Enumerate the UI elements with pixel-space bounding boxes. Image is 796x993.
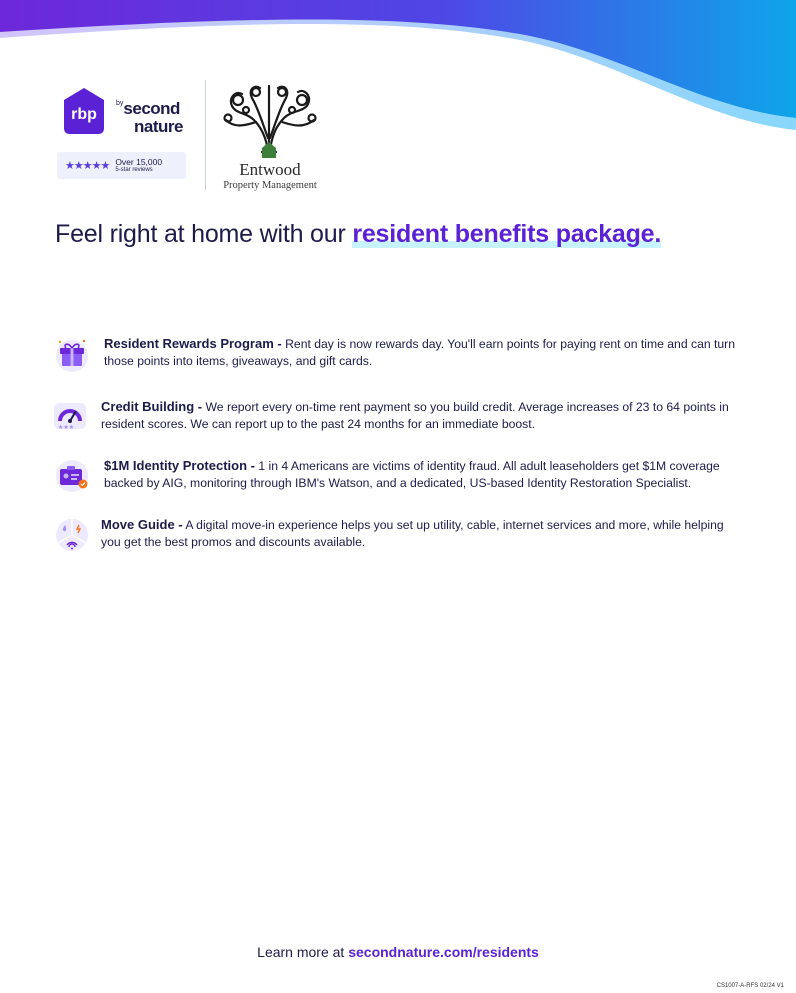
footer-cta	[0, 944, 796, 960]
benefit-title: Resident Rewards Program -	[104, 336, 282, 351]
reviews-label: 5-star reviews	[115, 166, 153, 173]
benefit-item	[54, 399, 744, 435]
benefit-text	[104, 336, 744, 369]
benefit-item	[54, 336, 744, 372]
reviews-count: Over 15,000	[115, 156, 163, 167]
tree-icon	[218, 78, 322, 164]
page-headline	[55, 220, 661, 249]
benefit-title: Credit Building -	[101, 399, 203, 414]
benefit-description: Rent day is now rewards day. You'll earn points for paying rent on time and can turn those points into items, giveaways, and gift cards.	[104, 337, 736, 368]
svg-text:★★★: ★★★	[58, 425, 75, 431]
reviews-badge	[57, 152, 186, 179]
benefit-title: $1M Identity Protection -	[104, 458, 255, 473]
benefit-item	[54, 458, 744, 494]
nature-text: nature	[134, 117, 183, 136]
document-code: CS1007-A-RFS 02/24 V1	[716, 983, 784, 989]
by-text: by	[116, 100, 124, 107]
partner-name: Entwood	[239, 160, 301, 179]
benefit-text	[104, 458, 744, 491]
logo-divider	[205, 80, 206, 190]
entwood-logo	[218, 78, 322, 191]
benefit-title: Move Guide -	[101, 517, 183, 532]
identity-protection-icon	[54, 458, 90, 494]
rbp-logo	[60, 86, 108, 136]
benefit-description: We report every on-time rent payment so you build credit. Average increases of 23 to 64 points in resident scores. We can report up to the past 24 months for an immediate boost.	[101, 400, 729, 431]
benefit-text	[101, 399, 744, 432]
footer-link[interactable]: secondnature.com/residents	[348, 944, 539, 960]
benefit-description: A digital move-in experience helps you set up utility, cable, internet services and more, while helping you get the best promos and discounts available.	[101, 518, 724, 549]
gift-icon	[54, 336, 90, 372]
star-rating-icon: ★★★★★	[65, 160, 110, 172]
headline-prefix: Feel right at home with our	[55, 220, 353, 248]
benefit-item	[54, 517, 744, 553]
second-text: second	[123, 99, 180, 118]
rbp-logo-text: rbp	[71, 106, 97, 123]
move-guide-icon	[54, 517, 90, 553]
benefit-text	[101, 517, 744, 550]
benefit-description: 1 in 4 Americans are victims of identity fraud. All adult leaseholders get $1M coverage backed by AIG, monitoring through IBM's Watson, and a dedicated, US-based Identity Restoration Specialist.	[104, 459, 720, 490]
credit-gauge-icon	[54, 399, 90, 435]
footer-prefix: Learn more at	[257, 944, 349, 960]
partner-subtitle: Property Management	[223, 180, 317, 191]
headline-highlight: resident benefits package.	[352, 220, 662, 248]
second-nature-wordmark	[116, 100, 183, 135]
